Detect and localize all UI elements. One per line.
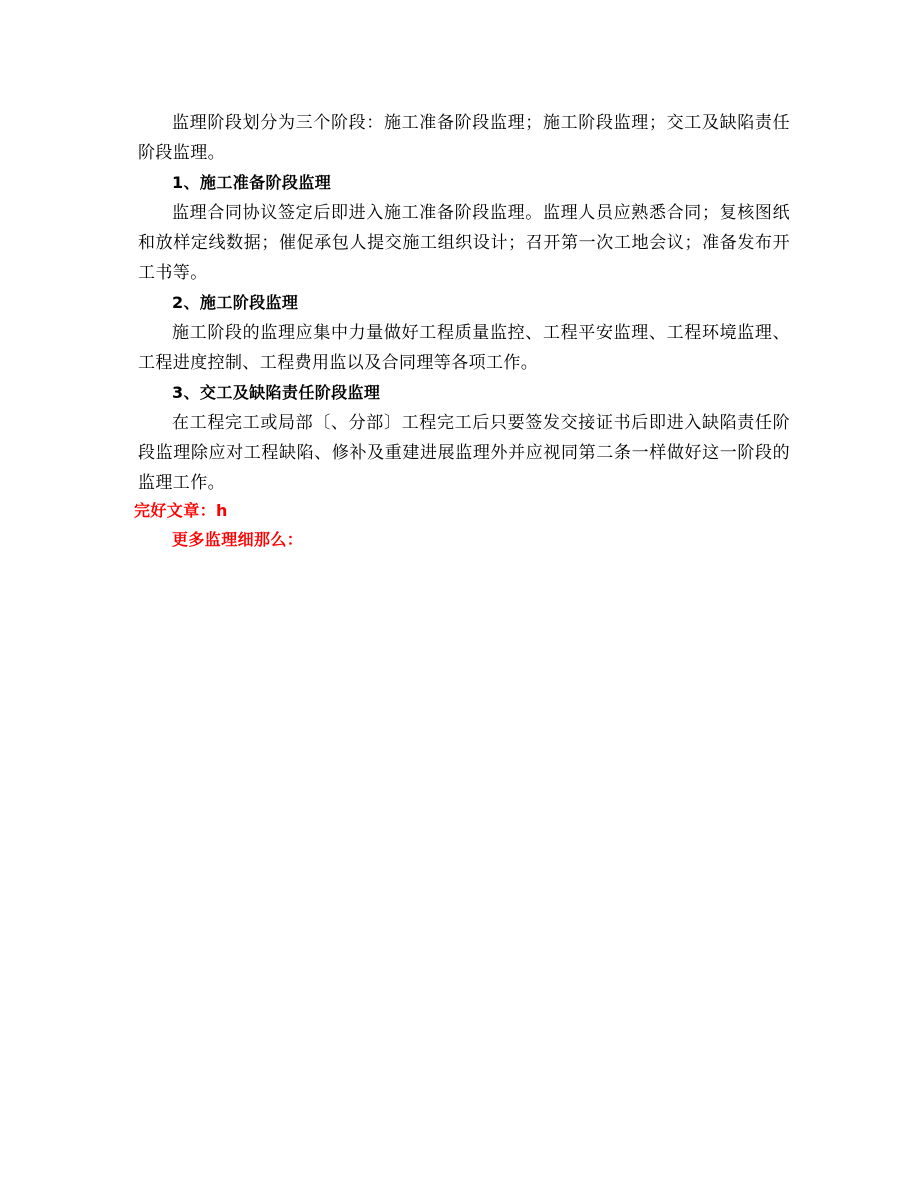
footer-note-link: 完好文章：h	[134, 501, 228, 520]
section-heading-1: 1、施工准备阶段监理	[172, 173, 332, 192]
intro-paragraph: 监理阶段划分为三个阶段：施工准备阶段监理；施工阶段监理；交工及缺陷责任阶段监理。	[138, 113, 790, 163]
section-body-1: 监理合同协议签定后即进入施工准备阶段监理。监理人员应熟悉合同；复核图纸和放样定线数据；催促承包人提交施工组织设计；召开第一次工地会议；准备发布开工书等。	[138, 203, 790, 283]
document-body	[134, 108, 790, 556]
section-body-2: 施工阶段的监理应集中力量做好工程质量监控、工程平安监理、工程环境监理、工程进度控制、工程费用监以及合同理等各项工作。	[138, 323, 790, 373]
footer-note-more: 更多监理细那么：	[172, 530, 304, 549]
section-body-3: 在工程完工或局部〔、分部〕工程完工后只要签发交接证书后即进入缺陷责任阶段监理除应对工程缺陷、修补及重建进展监理外并应视同第二条一样做好这一阶段的监理工作。	[138, 413, 790, 493]
section-heading-2: 2、施工阶段监理	[172, 293, 299, 312]
section-heading-3: 3、交工及缺陷责任阶段监理	[172, 383, 381, 402]
